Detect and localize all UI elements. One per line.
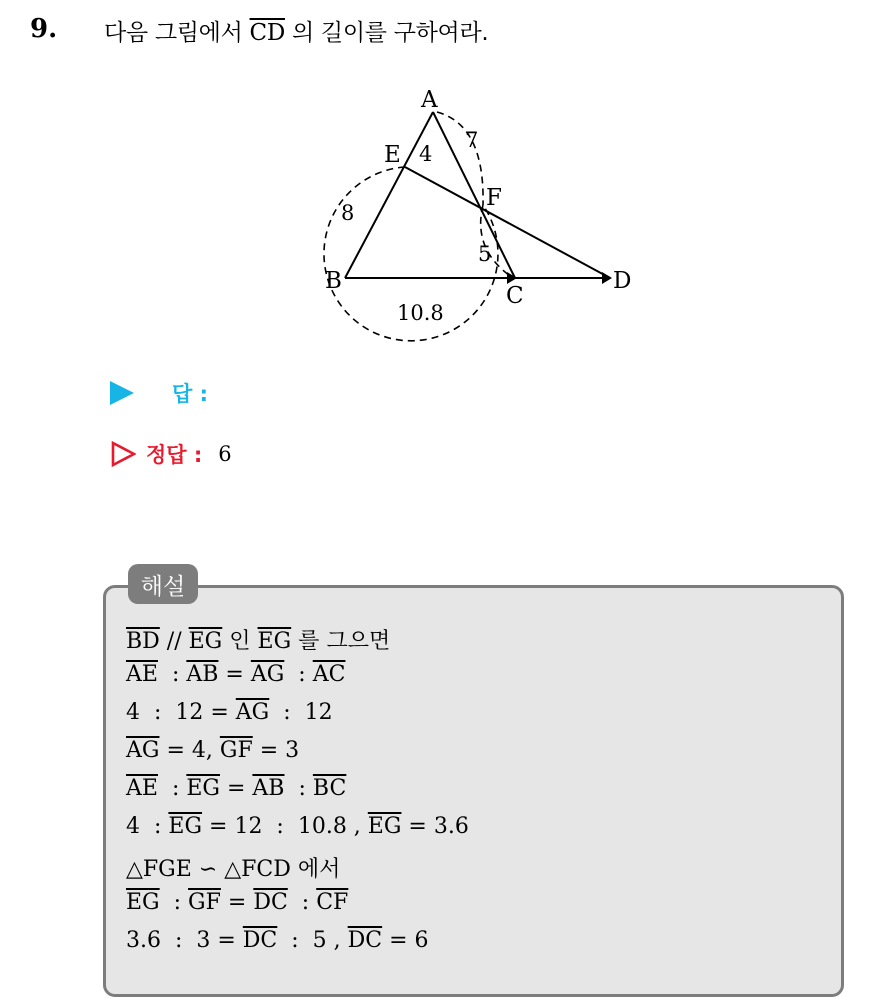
- question-segment: $\overline{CD}$: [249, 20, 285, 46]
- length-ae: 4: [419, 142, 433, 166]
- question-text-after: 의 길이를 구하여라.: [284, 20, 489, 46]
- label-f: F: [486, 185, 502, 211]
- question-text-before: 다음 그림에서: [104, 20, 250, 46]
- solution-line: △FGE ∽ △FCD 에서: [126, 857, 341, 882]
- arrow-d: [602, 272, 612, 284]
- label-d: D: [613, 268, 632, 294]
- length-bc: 10.8: [397, 301, 444, 325]
- solution-line: 3.6 : $3 = \overline{DC}$ : 5 , $\overline{DC} = 6$: [126, 928, 429, 953]
- solution-line: 4 : $\overline{EG} = 12$ : 10.8 , $\overline{EG} = 3.6$: [126, 814, 469, 839]
- solution-line: 4 : $12 = \overline{AG}$ : 12: [126, 700, 333, 725]
- solution-line: $\overline{AG} = 4$, $\overline{GF} = 3$: [126, 738, 300, 763]
- segment-ab: [345, 112, 433, 278]
- label-a: A: [421, 87, 438, 113]
- arc-af: [437, 112, 483, 205]
- answer-row: [110, 376, 208, 410]
- correct-answer-row: [110, 437, 232, 471]
- length-eb: 8: [341, 201, 355, 225]
- play-icon: [110, 381, 134, 405]
- question-number: 9.: [30, 14, 58, 44]
- label-b: B: [325, 268, 342, 294]
- solution-title: 해설: [128, 564, 198, 604]
- answer-label: 답 :: [172, 382, 208, 406]
- length-fc: 5: [478, 242, 492, 266]
- triangle-figure: [0, 0, 884, 360]
- solution-line: $\overline{AE}$ : $\overline{AB} = \overline{AG}$ : $\overline{AC}$: [126, 662, 346, 687]
- correct-answer-value: 6: [218, 442, 232, 466]
- solution-line: $\overline{EG}$ : $\overline{GF} = \overline{DC}$ : $\overline{CF}$: [126, 890, 349, 915]
- correct-answer-label: 정답 :: [146, 443, 203, 467]
- solution-line: $\overline{AE}$ : $\overline{EG} = \overline{AB}$ : $\overline{BC}$: [126, 776, 347, 801]
- length-af: 7: [465, 128, 479, 152]
- label-c: C: [506, 283, 524, 309]
- outline-triangle-icon: [110, 441, 136, 467]
- label-e: E: [384, 142, 401, 168]
- solution-line: $\overline{BD} // \overline{EG}$ 인 $\overline{EG}$ 를 그으면: [126, 629, 391, 654]
